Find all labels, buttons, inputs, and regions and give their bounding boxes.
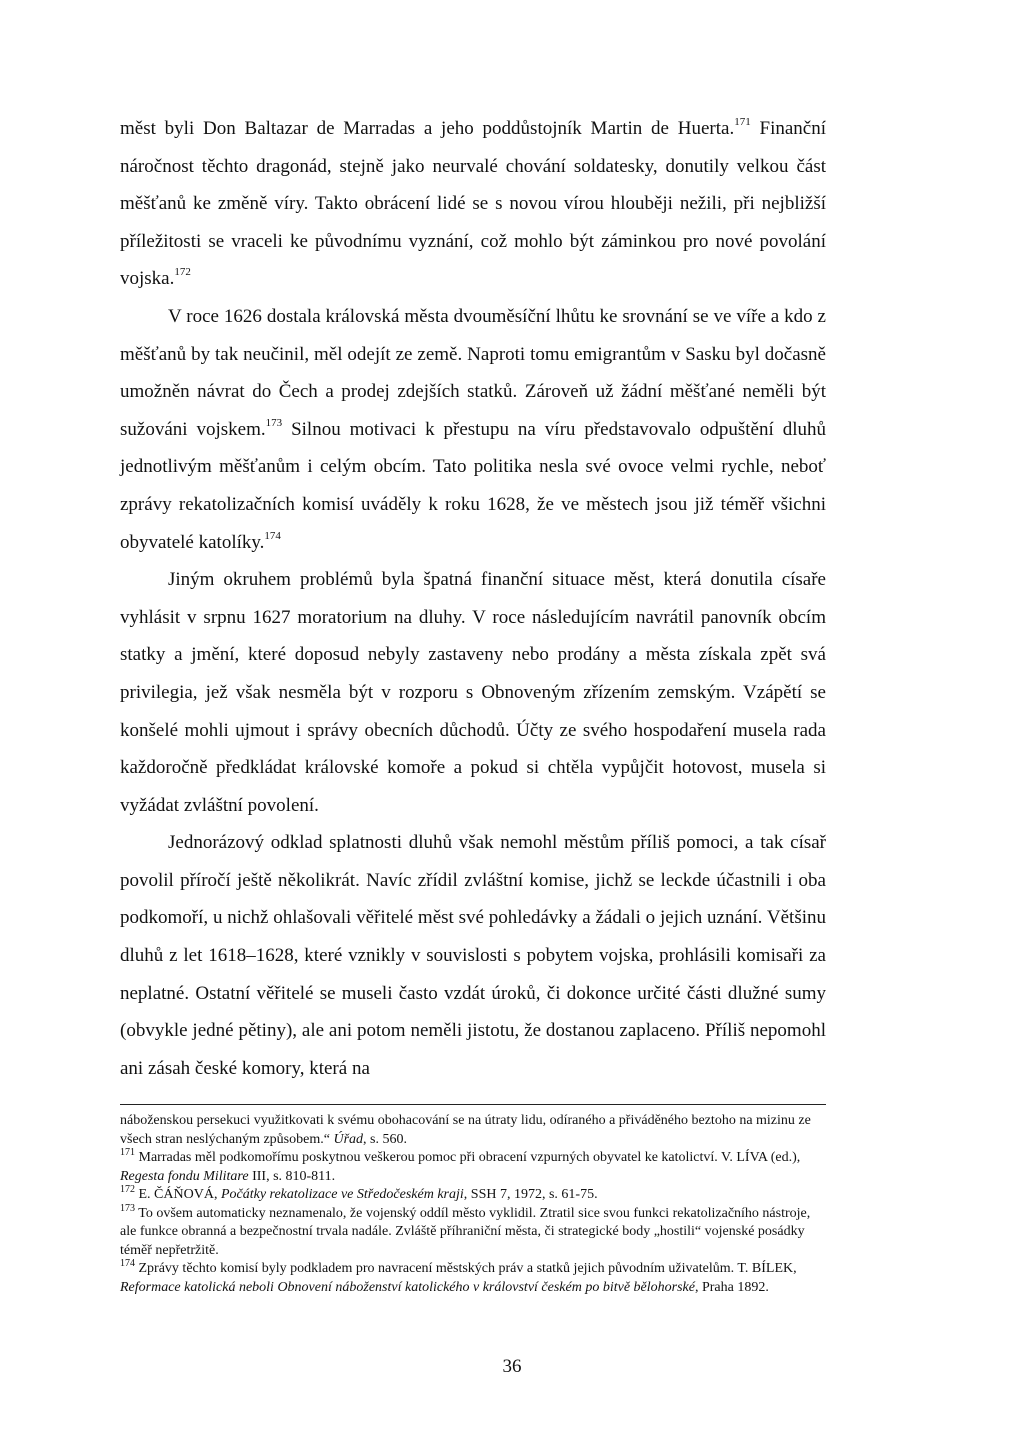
italic-text: Úřad	[333, 1131, 364, 1147]
page-number: 36	[502, 1356, 522, 1377]
footnote-ref: 172	[120, 1184, 135, 1195]
text-segment: Silnou motivaci k přestupu na víru představovalo odpuštění dluhů jednotlivým měšťanům i celým obcím. Tato politika nesla své ovoce velmi rychle, neboť zprávy rekatolizačních komisí uváděly k roku 1628, že ve městech jsou již téměř všichni obyvatelé katolíky.	[120, 418, 826, 553]
text-segment: Finanční náročnost těchto dragonád, stejně jako neurvalé chování soldatesky, donutily velkou část měšťanů ke změně víry. Takto obrácení lidé se s novou vírou hlouběji nežili, při nejbližší příležitosti se vraceli ke původnímu vyznání, což mohlo být záminkou pro nové povolání vojska.	[120, 118, 826, 290]
text-segment: To ovšem automaticky neznamenalo, že vojenský oddíl město vyklidil. Ztratil sice svou funkci rekatolizačního nástroje, ale funkce obranná a bezpečnostní trvala nadále. Zvláště příhraniční města, či strategické body „hostili“ vojenské posádky téměř nepřetržitě.	[120, 1205, 811, 1258]
footnote-ref: 173	[265, 416, 283, 429]
footnotes	[120, 1112, 826, 1297]
footnote-ref: 173	[120, 1202, 135, 1214]
text-segment: , s. 560.	[363, 1131, 407, 1147]
footnote-divider	[120, 1104, 826, 1105]
footnote	[120, 1202, 826, 1261]
paragraph	[120, 110, 826, 298]
footnote-ref: 174	[120, 1258, 135, 1269]
paragraph	[120, 561, 826, 824]
text-segment: náboženskou persekuci využitkovati k svému obohacování se na útraty lidu, odíraného a přiváděného beztoho na mizinu ze všech stran neslýchaným způsobem.“	[120, 1113, 811, 1147]
text-segment: Marradas měl podkomořímu poskytnou veškerou pomoc při obracení vzpurných obyvatel ke katolictví. V. LÍVA (ed.),	[135, 1150, 801, 1165]
text-segment: Zprávy těchto komisí byly podkladem pro navracení městských práv a statků jejich původním uživatelům. T. BÍLEK,	[135, 1261, 797, 1276]
italic-text: Regesta fondu Militare	[120, 1168, 249, 1184]
italic-text: Počátky rekatolizace ve Středočeském kraji	[220, 1187, 464, 1202]
text-segment: Jiným okruhem problémů byla špatná finanční situace měst, která donutila císaře vyhlásit v srpnu 1627 moratorium na dluhy. V roce následujícím navrátil panovník obcím statky a jmění, které doposud nebyly zastaveny nebo prodány a města získala zpět svá privilegia, jež však nesměla být v rozporu s Obnoveným zřízením zemským. Vzápětí se konšelé mohli ujmout i správy obecních důchodů. Účty ze svého hospodaření musela rada každoročně předkládat královské komoře a pokud si chtěla vypůjčit hotovost, musela si vyžádat zvláštní povolení.	[120, 569, 826, 816]
footnote	[120, 1186, 826, 1205]
text-segment: , SSH 7, 1972, s. 61-75.	[463, 1187, 598, 1202]
text-segment: E. ČÁŇOVÁ,	[135, 1187, 221, 1202]
paragraph	[120, 298, 826, 561]
footnote	[120, 1149, 826, 1186]
footnote	[120, 1112, 826, 1149]
footnote-ref: 171	[734, 116, 751, 128]
text-segment: V roce 1626 dostala královská města dvouměsíční lhůtu ke srovnání se ve víře a kdo z měšťanů by tak neučinil, měl odejít ze země. Naproti tomu emigrantům v Sasku byl dočasně umožněn návrat do Čech a prodej zdejších statků. Zároveň už žádní měšťané neměli být sužováni vojskem.	[120, 305, 826, 440]
footnote-ref: 171	[120, 1147, 135, 1158]
footnote-ref: 174	[264, 529, 281, 542]
text-segment: Jednorázový odklad splatnosti dluhů však nemohl městům příliš pomoci, a tak císař povolil příročí ještě několikrát. Navíc zřídil zvláštní komise, jichž se leckde účastnili i oba podkomoří, u nichž ohlašovali věřitelé měst své pohledávky a žádali o jejich uznání. Většinu dluhů z let 1618–1628, které vznikly v souvislosti s pobytem vojska, prohlásili komisaři za neplatné. Ostatní věřitelé se museli často vzdát úroků, či dokonce určité části dlužné sumy (obvykle jedné pětiny), ale ani potom neměli jistotu, že dostanou zaplaceno. Příliš nepomohl ani zásah české komory, která na	[120, 832, 826, 1079]
text-segment: , Praha 1892.	[694, 1279, 769, 1295]
italic-text: Reformace katolická neboli Obnovení náboženství katolického v království českém po bitvě bělohorské	[120, 1279, 695, 1295]
paragraph	[120, 824, 826, 1087]
main-text	[120, 110, 826, 1087]
text-segment: měst byli Don Baltazar de Marradas a jeho poddůstojník Martin de Huerta.	[120, 118, 735, 139]
page-body	[120, 110, 826, 1087]
footnote	[120, 1260, 826, 1297]
footnote-ref: 172	[174, 266, 191, 279]
text-segment: III, s. 810-811.	[248, 1168, 336, 1184]
